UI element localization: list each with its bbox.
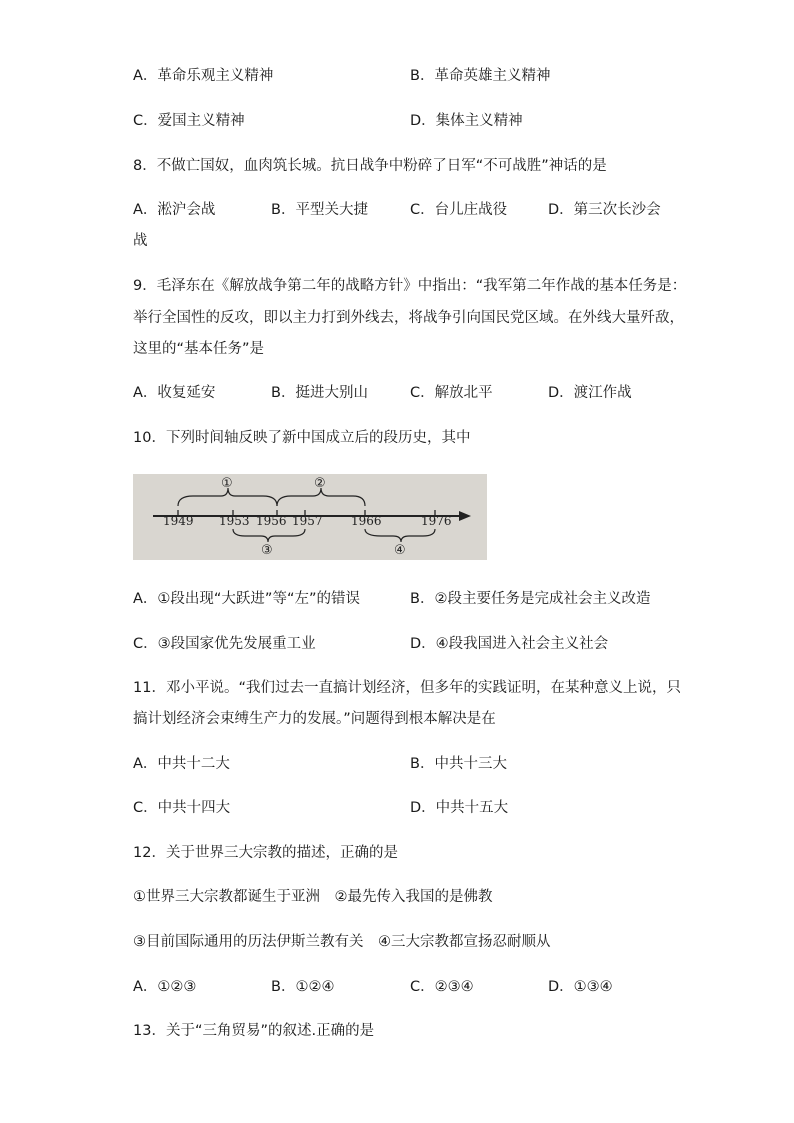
q9-option-c: C．解放北平	[410, 385, 493, 401]
marker-2: ②	[314, 476, 326, 491]
q8-option-d-wrap: 战	[133, 233, 148, 249]
q9-option-d: D．渡江作战	[548, 385, 632, 401]
marker-3: ③	[261, 543, 273, 558]
q12-stem: 12．关于世界三大宗教的描述，正确的是	[133, 845, 398, 861]
q12-option-a: A．①②③	[133, 979, 197, 995]
q11-stem-line-2: 搞计划经济会束缚生产力的发展。”问题得到根本解决是在	[133, 711, 496, 727]
q8-option-d: D．第三次长沙会	[548, 202, 661, 218]
q9-option-a: A．收复延安	[133, 385, 216, 401]
q8-option-b: B．平型关大捷	[271, 202, 368, 218]
brace-4	[365, 529, 435, 542]
q9-stem-line-2: 举行全国性的反攻，即以主力打到外线去，将战争引向国民党区域。在外线大量歼敌，	[133, 310, 684, 326]
brace-3	[233, 529, 305, 542]
timeline-arrow	[459, 511, 471, 521]
q10-option-c: C．③段国家优先发展重工业	[133, 636, 316, 652]
year-1953: 1953	[219, 514, 250, 528]
q11-option-b: B．中共十三大	[410, 756, 507, 772]
year-1949: 1949	[163, 514, 194, 528]
q10-option-d: D．④段我国进入社会主义社会	[410, 636, 609, 652]
marker-4: ④	[394, 543, 406, 558]
q11-stem-line-1: 11．邓小平说。“我们过去一直搞计划经济，但多年的实践证明，在某种意义上说，只	[133, 680, 681, 696]
q8-option-c: C．台儿庄战役	[410, 202, 508, 218]
year-1976: 1976	[421, 514, 452, 528]
q11-option-d: D．中共十五大	[410, 800, 509, 816]
q12-option-d: D．①③④	[548, 979, 613, 995]
q7-option-a: A．革命乐观主义精神	[133, 68, 274, 84]
q12-option-b: B．①②④	[271, 979, 335, 995]
timeline-figure	[133, 474, 487, 560]
q9-stem-line-3: 这里的“基本任务”是	[133, 341, 265, 357]
q13-stem: 13．关于“三角贸易”的叙述.正确的是	[133, 1023, 375, 1039]
q12-statement-1: ①世界三大宗教都诞生于亚洲 ②最先传入我国的是佛教	[133, 889, 493, 905]
q8-stem: 8．不做亡国奴，血肉筑长城。抗日战争中粉碎了日军“不可战胜”神话的是	[133, 158, 607, 174]
q7-option-d: D．集体主义精神	[410, 113, 523, 129]
q9-stem-line-1: 9．毛泽东在《解放战争第二年的战略方针》中指出：“我军第二年作战的基本任务是：	[133, 278, 687, 294]
marker-1: ①	[221, 476, 233, 491]
q10-option-a: A．①段出现“大跃进”等“左”的错误	[133, 591, 360, 607]
q7-option-c: C．爱国主义精神	[133, 113, 245, 129]
q10-stem: 10．下列时间轴反映了新中国成立后的段历史，其中	[133, 430, 471, 446]
year-1957: 1957	[292, 514, 323, 528]
q12-statement-2: ③目前国际通用的历法伊斯兰教有关 ④三大宗教都宣扬忍耐顺从	[133, 934, 551, 950]
q7-option-b: B．革命英雄主义精神	[410, 68, 551, 84]
q12-option-c: C．②③④	[410, 979, 474, 995]
q8-option-a: A．淞沪会战	[133, 202, 216, 218]
year-1956: 1956	[256, 514, 287, 528]
q9-option-b: B．挺进大别山	[271, 385, 368, 401]
q10-option-b: B．②段主要任务是完成社会主义改造	[410, 591, 651, 607]
year-1966: 1966	[351, 514, 382, 528]
q11-option-a: A．中共十二大	[133, 756, 230, 772]
q11-option-c: C．中共十四大	[133, 800, 231, 816]
